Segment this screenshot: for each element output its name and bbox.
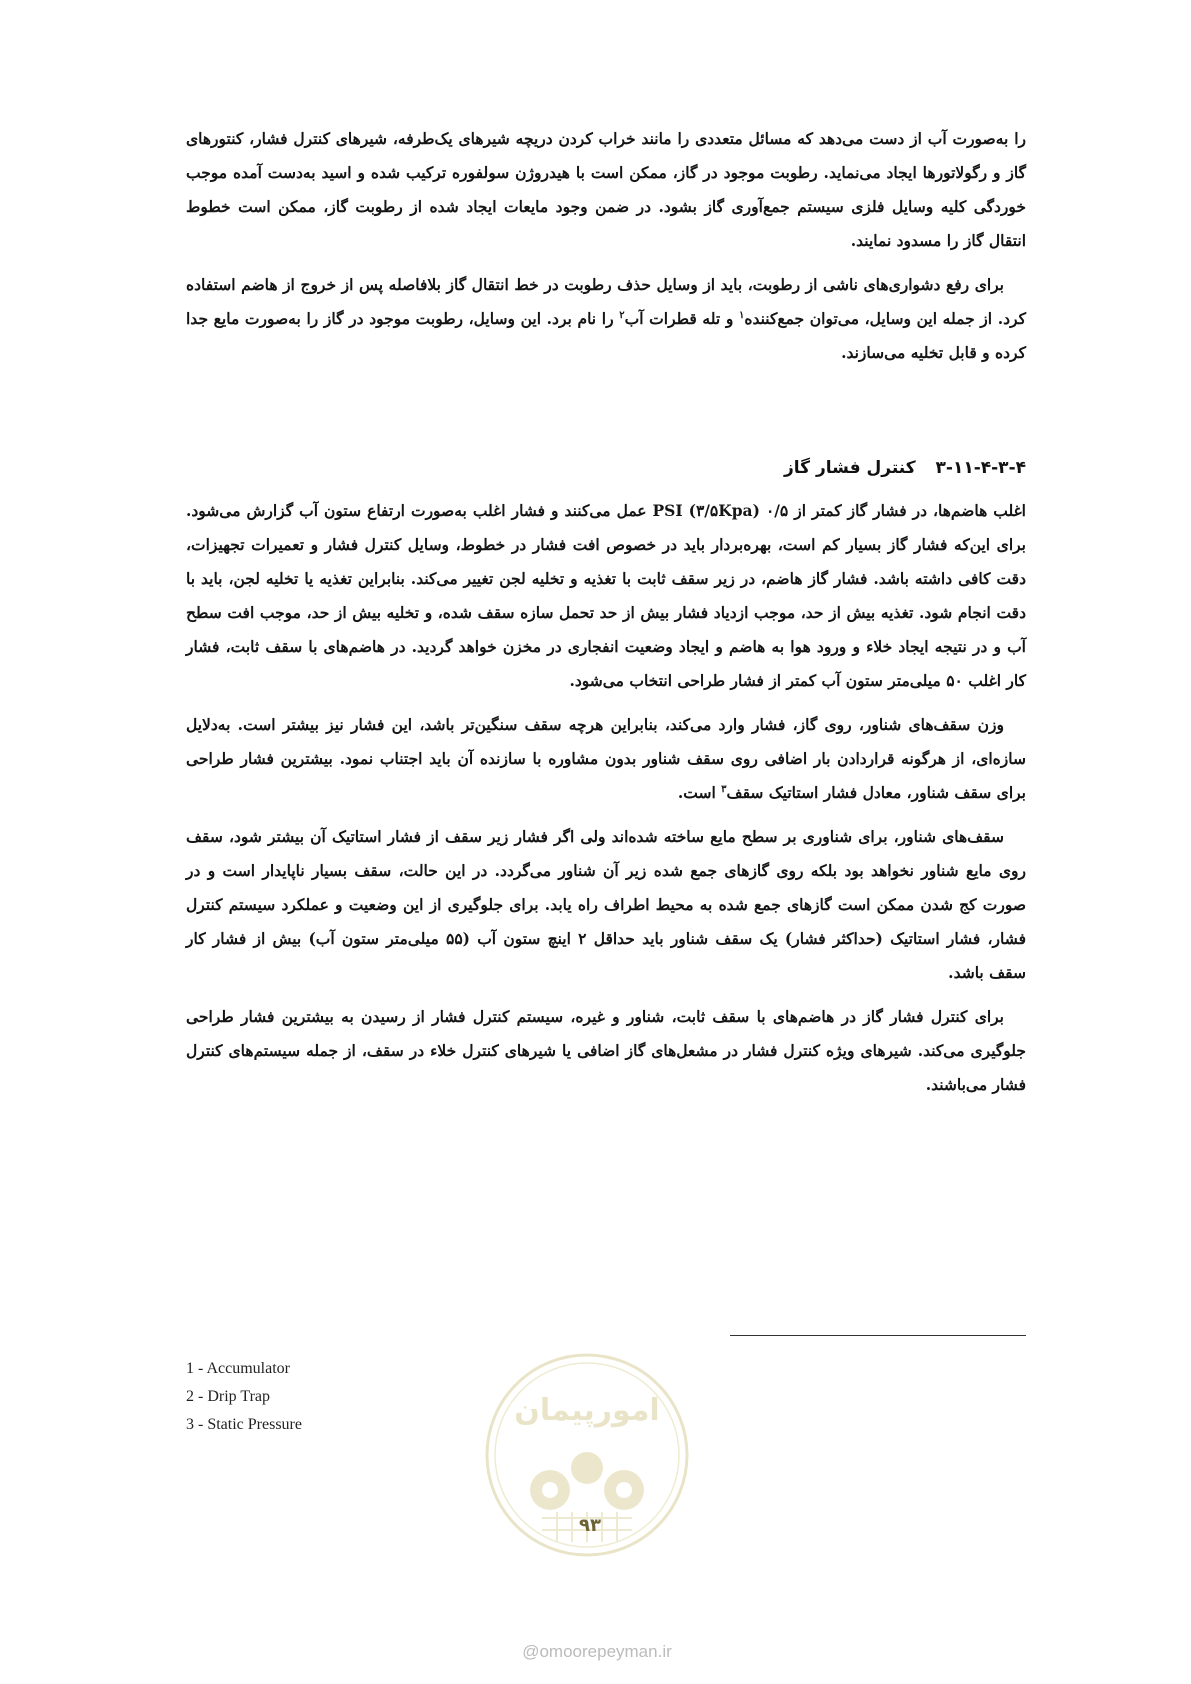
paragraph-4-text-b: است.: [677, 783, 722, 802]
paragraph-2-text-b: و تله قطرات آب: [624, 309, 739, 328]
paragraph-4-text-a: وزن سقف‌های شناور، روی گاز، فشار وارد می‌کند، بنابراین هرچه سقف سنگین‌تر باشد، این فشار نیز بیشتر است. به‌دلایل سازه‌ای، از هرگونه قراردادن بار اضافی روی سقف شناور بدون مشاوره با سازنده آن باید اجتناب نمود. بیشترین فشار طراحی برای سقف شناور، معادل فشار استاتیک سقف: [186, 715, 1026, 802]
body-text-top: [186, 122, 1026, 380]
footnote-ref-3: ۳: [721, 783, 727, 795]
paragraph-5: سقف‌های شناور، برای شناوری بر سطح مایع ساخته شده‌اند ولی اگر فشار زیر سقف از فشار استاتیک آن بیشتر شود، سقف روی مایع شناور نخواهد بود بلکه روی گازهای جمع شده زیر آن شناور می‌گردد. در این حالت، سقف بسیار ناپایدار است و در صورت کج شدن ممکن است گازهای جمع شده به محیط اطراف راه یابد. برای جلوگیری از این وضعیت و عملکرد سیستم کنترل فشار، فشار استاتیک (حداکثر فشار) یک سقف شناور باید حداقل ۲ اینچ ستون آب (۵۵ میلی‌متر ستون آب) بیش از فشار کار سقف باشد.: [186, 827, 1026, 982]
body-text-bottom: [186, 494, 1026, 1112]
page-number: ۹۳: [579, 1515, 601, 1536]
footnote-divider: [730, 1335, 1026, 1336]
site-watermark: @omoorepeyman.ir: [522, 1642, 672, 1661]
paragraph-2: [186, 268, 1026, 370]
footnote-ref-1: ۱: [738, 309, 745, 321]
paragraph-2-text-a: برای رفع دشواری‌های ناشی از رطوبت، باید از وسایل حذف رطوبت در خط انتقال گاز بلافاصله پس از خروج از هاضم استفاده کرد. از جمله این وسایل، می‌توان جمع‌کننده: [186, 275, 1026, 328]
paragraph-3: اغلب هاضم‌ها، در فشار گاز کمتر از ۰/۵ PSI (۳/۵Kpa) عمل می‌کنند و فشار اغلب به‌صورت ارتفاع ستون آب گزارش می‌شود. برای این‌که فشار گاز بسیار کم است، بهره‌بردار باید در خصوص افت فشار در خطوط، وسایل کنترل فشار و تعمیرات تجهیزات، دقت کافی داشته باشد. فشار گاز هاضم، در زیر سقف ثابت با تغذیه و تخلیه لجن تغییر می‌کند. بنابراین تغذیه یا تخلیه لجن، باید با دقت انجام شود. تغذیه بیش از حد، موجب ازدیاد فشار بیش از حد تحمل سازه سقف شده، و تخلیه بیش از حد، موجب افت سطح آب و در نتیجه ایجاد خلاء و ورود هوا به هاضم و ایجاد وضعیت انفجاری در مخزن خواهد گردید. در هاضم‌های با سقف ثابت، فشار کار اغلب ۵۰ میلی‌متر ستون آب کمتر از فشار طراحی انتخاب می‌شود.: [186, 501, 1026, 690]
paragraph-4: [186, 708, 1026, 810]
section-heading: [186, 458, 1026, 478]
footnotes: [186, 1355, 302, 1439]
section-title: کنترل فشار گاز: [784, 458, 916, 478]
svg-text:امورپیمان: امورپیمان: [514, 1393, 660, 1428]
footnote-ref-2: ۲: [619, 309, 625, 321]
footnote-2: 2 - Drip Trap: [186, 1388, 271, 1405]
footnote-1: 1 - Accumulator: [186, 1360, 290, 1377]
section-number: ۳-۱۱-۴-۳-۴: [935, 458, 1026, 478]
paragraph-6: برای کنترل فشار گاز در هاضم‌های با سقف ثابت، شناور و غیره، سیستم کنترل فشار از رسیدن به بیشترین فشار طراحی جلوگیری می‌کند. شیرهای ویژه کنترل فشار در مشعل‌های گاز اضافی یا شیرهای کنترل خلاء در سقف، از جمله سیستم‌های کنترل فشار می‌باشند.: [186, 1007, 1026, 1094]
paragraph-1: را به‌صورت آب از دست می‌دهد که مسائل متعددی را مانند خراب کردن دریچه شیرهای یک‌طرفه، شیرهای کنترل فشار، کنتورهای گاز و رگولاتورها ایجاد می‌نماید. رطوبت موجود در گاز، ممکن است با هیدروژن سولفوره ترکیب شده و اسید به‌دست آمده موجب خوردگی کلیه وسایل فلزی سیستم جمع‌آوری گاز بشود. در ضمن وجود مایعات ایجاد شده از رطوبت گاز، ممکن است خطوط انتقال گاز را مسدود نمایند.: [186, 129, 1026, 250]
paragraph-2-text-c: را نام برد. این وسایل، رطوبت موجود در گاز را به‌صورت مایع جدا کرده و قابل تخلیه می‌سازند.: [186, 309, 1026, 362]
footnote-3: 3 - Static Pressure: [186, 1416, 302, 1433]
